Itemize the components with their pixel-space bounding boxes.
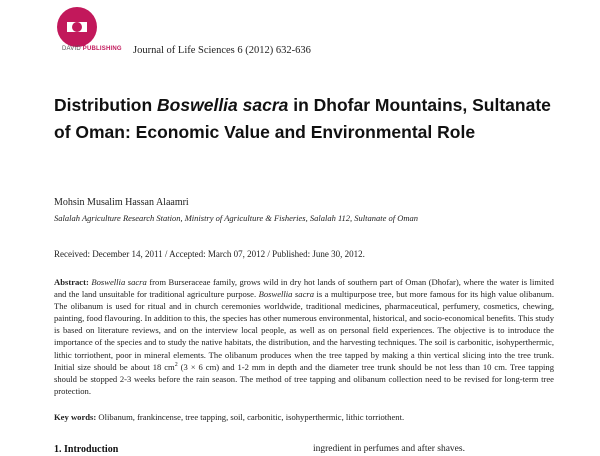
keywords-label: Key words: [54,412,97,422]
abstract-superscript: 2 [174,361,178,368]
abstract-label: Abstract: [54,277,89,287]
logo-text-publishing: PUBLISHING [82,46,122,52]
abstract-text-3: (3 × 6 cm) and 1-2 mm in depth and the diameter tree trunk should be not less than 10 cm. Tree tapping should be stopped 2-3 weeks before the rain season. The method of tree tapping and olibanum collection need to be revised for long-term tree protection. [54,361,554,396]
title-part-1: Distribution [54,95,158,115]
publisher-logo-text [62,46,122,52]
paper-title [54,92,554,146]
abstract-text-1: from Burseraceae family, grows wild in dry hot lands of southern part of Oman (Dhofar), where the water is limited and the land unsuitable for traditional agriculture purpose. [54,277,554,300]
abstract-text-2: is a multipurpose tree, but more famous for its high value olibanum. The olibanum is used for ritual and in church ceremonies worldwide, traditional medicines, pharmaceutical, perfumery, cosmetics, chewing, painting, food flavouring. In addition to this, the species has other numerous environmental, historical, and socio-economical benefits. This study is based on literature reviews, and on the interview local people, as well as on personal field experiences. The objective is to introduce the importance of the species and to study the native habitats, the distribution, and the harvesting techniques. The soil is carbonitic, isohyperthermic, lithic torriothent, poor in mineral elements. The olibanum produces when the tree tapped by making a thin vertical slicing into the tree trunk. Initial size should be about 18 cm [54,289,554,372]
title-species: Boswellia sacra [157,95,289,115]
right-column-text: ingredient in perfumes and after shaves. [313,444,465,454]
journal-reference: Journal of Life Sciences 6 (2012) 632-636 [133,45,311,56]
logo-text-david: DAVID [62,46,83,52]
title-part-2: in Dhofar Mountains, Sultanate of Oman: Economic Value and Environmental Role [54,95,551,142]
author-name: Mohsin Musalim Hassan Alaamri [54,197,189,208]
abstract-species-1: Boswellia sacra [91,277,147,287]
publication-dates: Received: December 14, 2011 / Accepted: March 07, 2012 / Published: June 30, 2012. [54,249,365,259]
publisher-logo [50,6,104,62]
keywords-text: Olibanum, frankincense, tree tapping, soil, carbonitic, isohyperthermic, lithic torriothent. [96,412,405,422]
publisher-logo-icon [50,6,104,50]
abstract-species-2: Boswellia sacra [258,289,315,300]
keywords [54,412,554,422]
abstract [54,276,554,397]
section-heading-introduction: 1. Introduction [54,444,119,455]
author-affiliation: Salalah Agriculture Research Station, Ministry of Agriculture & Fisheries, Salalah 112, Sultanate of Oman [54,213,419,223]
